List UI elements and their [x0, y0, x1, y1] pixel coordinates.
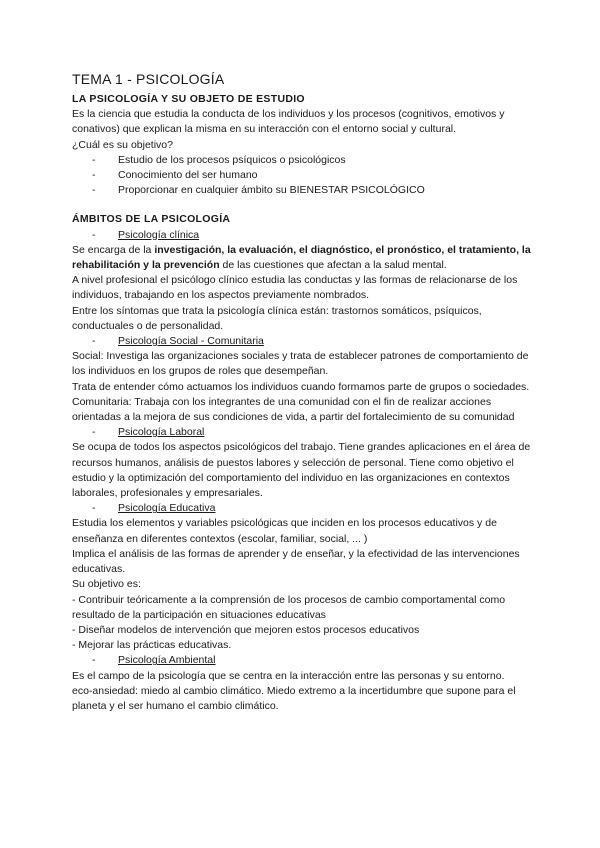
- paragraph-social-3: Comunitaria: Trabaja con los integrantes de una comunidad con el fin de realizar acciones orientadas a la mejora de sus condiciones de vida, a partir del fortalecimiento de su comunidad: [72, 395, 515, 424]
- paragraph-laboral-1: Se ocupa de todos los aspectos psicológicos del trabajo. Tiene grandes aplicaciones en el área de recursos humanos, análisis de puestos labores y selección de personal. Tiene como objetivo el estudio y la optimización del comportamiento del individuo en las organizaciones en contextos laborales, profesionales y empresariales.: [72, 441, 531, 500]
- list-item-text: Proporcionar en cualquier ámbito su BIENESTAR PSICOLÓGICO: [118, 184, 425, 197]
- list-item: - Contribuir teóricamente a la comprensión de los procesos de cambio comportamental como resultado de la participación en situaciones educativas: [72, 593, 506, 621]
- section-heading-objeto: LA PSICOLOGÍA Y SU OBJETO DE ESTUDIO: [72, 93, 305, 105]
- subsection-social: - Psicología Social - Comunitaria: [92, 335, 264, 348]
- list-item-text: Estudio de los procesos psíquicos o psicológicos: [118, 153, 346, 166]
- subsection-clinica: - Psicología clínica: [92, 228, 200, 241]
- paragraph-clinica-1: [72, 243, 532, 273]
- subsection-ambiental: - Psicología Ambiental: [92, 654, 216, 667]
- paragraph-social-2: Trata de entender cómo actuamos los individuos cuando formamos parte de grupos o sociedades.: [72, 380, 530, 393]
- subsection-educativa: - Psicología Educativa: [92, 502, 216, 515]
- paragraph-educativa-3: Su objetivo es:: [72, 578, 141, 591]
- paragraph-educativa-2: Implica el análisis de las formas de aprender y de enseñar, y la efectividad de las intervenciones educativas.: [72, 547, 520, 576]
- list-item: - Conocimiento del ser humano: [92, 169, 258, 182]
- subsection-label: Psicología clínica: [118, 228, 200, 241]
- text-run: de las cuestiones que afectan a la salud mental.: [219, 259, 447, 272]
- list-item: - Diseñar modelos de intervención que mejoren estos procesos educativos: [72, 623, 420, 636]
- paragraph-social-1: Social: Investiga las organizaciones sociales y trata de establecer patrones de comportamiento de los individuos en los grupos de roles que desempeñan.: [72, 350, 529, 378]
- list-item: - Estudio de los procesos psíquicos o psicológicos: [92, 153, 346, 166]
- paragraph-clinica-3: Entre los síntomas que trata la psicología clínica están: trastornos somáticos, psíquicos, conductuales o de personalidad.: [72, 304, 482, 332]
- document-page: [72, 70, 532, 714]
- subsection-label: Psicología Educativa: [118, 502, 216, 515]
- list-item-text: Conocimiento del ser humano: [118, 169, 258, 182]
- subsection-label: Psicología Social - Comunitaria: [118, 335, 264, 348]
- subsection-label: Psicología Laboral: [118, 426, 205, 439]
- paragraph-ambiental-2: eco-ansiedad: miedo al cambio climático. Miedo extremo a la incertidumbre que supone para el planeta y el ser humano el cambio climático.: [72, 684, 516, 712]
- list-item: - Proporcionar en cualquier ámbito su BIENESTAR PSICOLÓGICO: [92, 184, 425, 197]
- text-run: Se encarga de la: [72, 243, 155, 256]
- page-title: TEMA 1 - PSICOLOGÍA: [72, 71, 225, 87]
- subsection-label: Psicología Ambiental: [118, 654, 216, 667]
- question-objetivo: ¿Cuál es su objetivo?: [72, 138, 173, 151]
- paragraph-definicion: Es la ciencia que estudia la conducta de los individuos y los procesos (cognitivos, emotivos y conativos) que explican la misma en su interacción con el entorno social y cultural.: [72, 108, 505, 136]
- subsection-laboral: - Psicología Laboral: [92, 426, 205, 439]
- paragraph-educativa-1: Estudia los elementos y variables psicológicas que inciden en los procesos educativos y de enseñanza en diferentes contextos (escolar, familiar, social, ... ): [72, 517, 497, 545]
- paragraph-ambiental-1: Es el campo de la psicología que se centra en la interacción entre las personas y su entorno.: [72, 669, 505, 682]
- section-heading-ambitos: ÁMBITOS DE LA PSICOLOGÍA: [72, 213, 231, 226]
- bold-text-run: investigación, la evaluación, el diagnóstico, el pronóstico, el tratamiento, la rehabilitación y la prevención: [72, 243, 531, 272]
- list-item: - Mejorar las prácticas educativas.: [72, 639, 232, 652]
- paragraph-clinica-2: A nivel profesional el psicólogo clínico estudia las conductas y las formas de relacionarse de los individuos, trabajando en los aspectos previamente nombrados.: [72, 274, 518, 302]
